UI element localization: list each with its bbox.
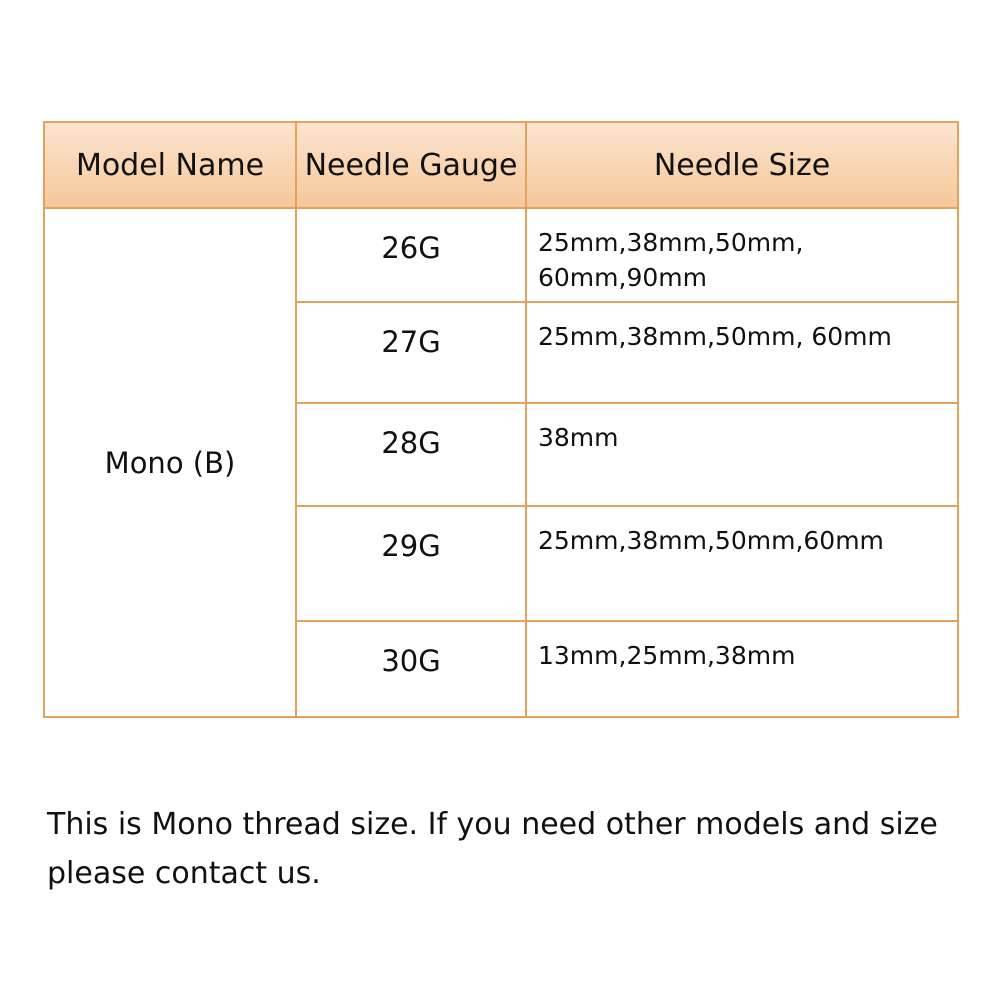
gauge-cell: 29G: [296, 506, 526, 622]
size-cell: 25mm,38mm,50mm,60mm: [526, 506, 958, 622]
size-cell: 25mm,38mm,50mm, 60mm: [526, 302, 958, 404]
needle-size-table: [43, 121, 959, 718]
model-name-cell: Mono (B): [44, 208, 296, 717]
header-model-name: Model Name: [44, 122, 296, 208]
contact-note: This is Mono thread size. If you need other models and size please contact us.: [47, 807, 938, 891]
table-header-row: [44, 122, 958, 208]
size-cell: 13mm,25mm,38mm: [526, 621, 958, 717]
size-cell: 25mm,38mm,50mm, 60mm,90mm: [526, 208, 958, 302]
header-needle-size: Needle Size: [526, 122, 958, 208]
gauge-cell: 26G: [296, 208, 526, 302]
size-cell: 38mm: [526, 403, 958, 506]
gauge-cell: 28G: [296, 403, 526, 506]
gauge-cell: 27G: [296, 302, 526, 404]
table-row: [44, 208, 958, 302]
header-needle-gauge: Needle Gauge: [296, 122, 526, 208]
gauge-cell: 30G: [296, 621, 526, 717]
